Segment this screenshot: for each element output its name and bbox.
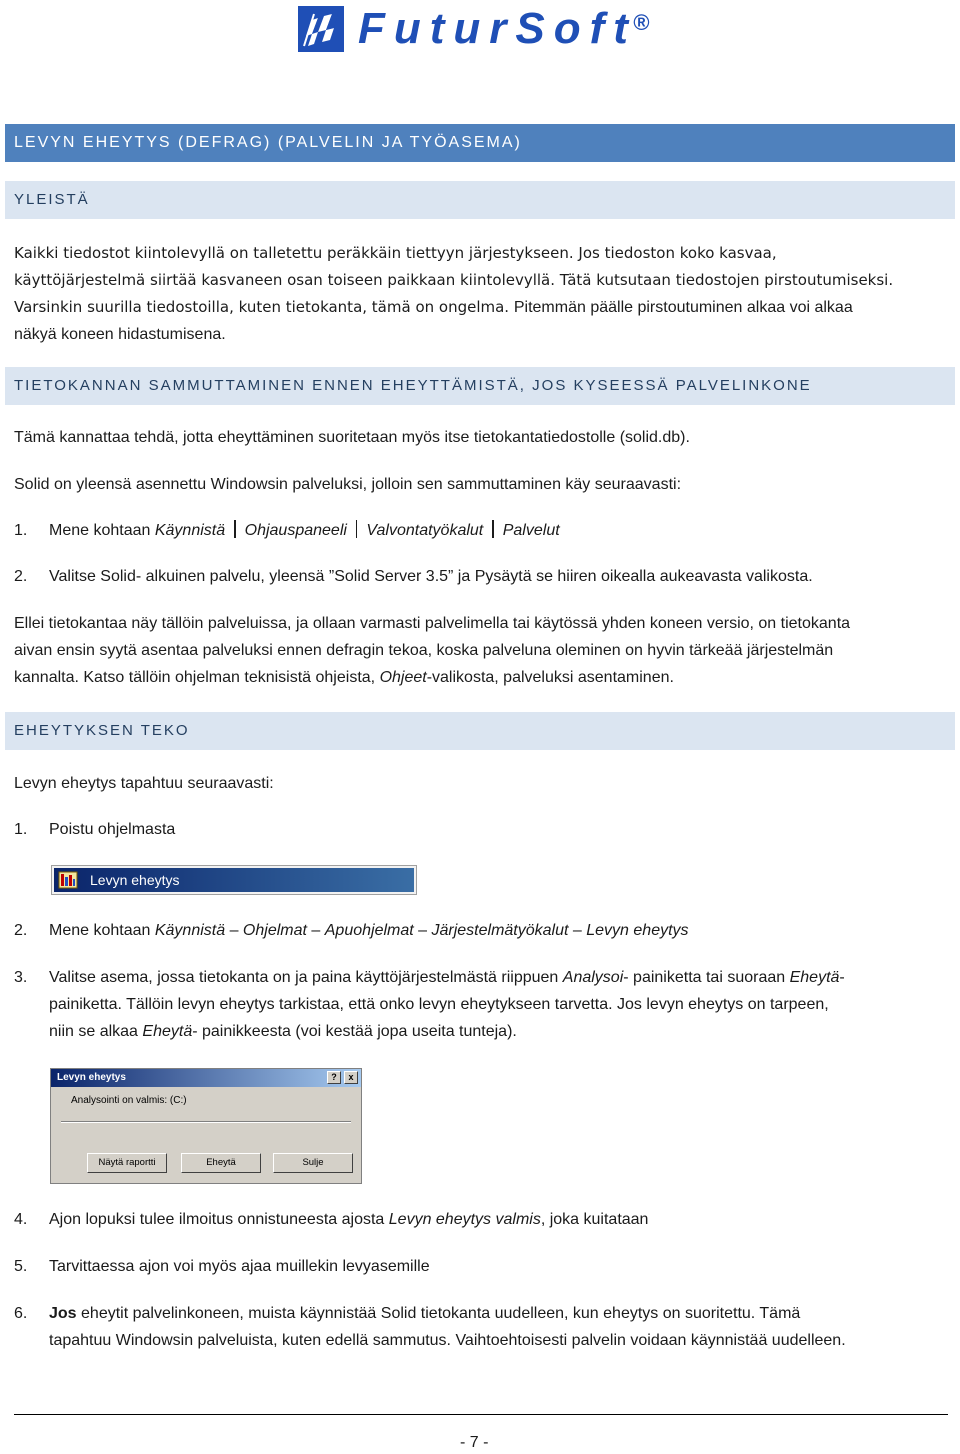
- step-text: Tarvittaessa ajon voi myös ajaa muillekin levyasemille: [49, 1258, 430, 1275]
- step-text: Valitse asema, jossa tietokanta on ja paina käyttöjärjestelmästä riippuen Analysoi- painiketta tai suoraan Eheytä- painiketta. Tällöin levyn eheytys tarkistaa, että onko levyn eheytykseen tarvetta. Jos levyn eheytys on tarpeen, niin se alkaa Eheytä- painikkeesta (voi kestää jopa useita tunteja).: [49, 969, 845, 1040]
- dialog-message: Analysointi on valmis: (C:): [71, 1095, 187, 1106]
- levyn-eheytys-menu-item[interactable]: [51, 865, 417, 895]
- step-number: 5.: [14, 1258, 28, 1275]
- logo-text: FuturSoft®: [358, 4, 650, 53]
- general-line-2: käyttöjärjestelmä siirtää kasvaneen osan toiseen paikkaan kiintolevyllä. Tätä kutsutaan tiedostojen pirstoutumiseksi.: [14, 271, 894, 289]
- step-text: Ajon lopuksi tulee ilmoitus onnistuneesta ajosta Levyn eheytys valmis, joka kuitataan: [49, 1211, 649, 1228]
- shutdown-step-1: [14, 517, 954, 544]
- section-heading-shutdown: TIETOKANNAN SAMMUTTAMINEN ENNEN EHEYTTÄMISTÄ, JOS KYSEESSÄ PALVELINKONE: [5, 367, 955, 405]
- document-title: LEVYN EHEYTYS (DEFRAG) (PALVELIN JA TYÖASEMA): [5, 124, 955, 162]
- defrag-icon: [58, 871, 78, 889]
- dialog-divider: [61, 1121, 351, 1123]
- page-number: - 7 -: [460, 1434, 489, 1451]
- step-number: 6.: [14, 1305, 28, 1322]
- show-report-button[interactable]: Näytä raportti: [87, 1153, 167, 1173]
- defrag-step-1: [14, 816, 954, 843]
- defrag-intro: Levyn eheytys tapahtuu seuraavasti:: [14, 775, 274, 792]
- defrag-step-2: [14, 917, 954, 944]
- step-text: Mene kohtaan Käynnistä Ohjauspaneeli Valvontatyökalut Palvelut: [49, 522, 560, 539]
- step-number: 2.: [14, 922, 28, 939]
- defrag-step-5: [14, 1253, 954, 1280]
- menu-item-label: Levyn eheytys: [90, 872, 180, 888]
- step-number: 2.: [14, 568, 28, 585]
- step-number: 1.: [14, 821, 28, 838]
- section-heading-general: YLEISTÄ: [5, 181, 955, 219]
- close-button[interactable]: Sulje: [273, 1153, 353, 1173]
- step-number: 1.: [14, 522, 28, 539]
- general-paragraph: [14, 240, 893, 348]
- step-text: Jos eheytit palvelinkoneen, muista käynnistää Solid tietokanta uudelleen, kun eheytys on suoritettu. Tämä tapahtuu Windowsin palveluista, kuten edellä sammutus. Vaihtoehtoisesti palvelin voidaan käynnistää uudelleen.: [49, 1305, 846, 1349]
- general-line-1: Kaikki tiedostot kiintolevyllä on talletettu peräkkäin tiettyyn järjestykseen. Jos tiedoston koko kasvaa,: [14, 244, 777, 262]
- footer-divider: [14, 1414, 948, 1415]
- dialog-titlebar: [51, 1069, 361, 1087]
- shutdown-paragraph-2: Solid on yleensä asennettu Windowsin palveluksi, jolloin sen sammuttaminen käy seuraavasti:: [14, 476, 682, 493]
- shutdown-step-2: [14, 563, 954, 590]
- defragment-button[interactable]: Eheytä: [181, 1153, 261, 1173]
- defrag-step-6: [14, 1300, 954, 1354]
- warning-paragraph: Ellei tietokantaa näy tällöin palveluissa, ja ollaan varmasti palvelimella tai käytössä yhden koneen versio, on tietokanta aivan ensin syytä asentaa palveluksi ennen defragin tekoa, koska palveluna oleminen on hyvin tärkeää järjestelmän kannalta. Katso tällöin ohjelman teknisistä ohjeista, Ohjeet-valikosta, palveluksi asentaminen.: [14, 615, 851, 686]
- checkered-flag-icon: [298, 6, 344, 52]
- step-text: Mene kohtaan Käynnistä – Ohjelmat – Apuohjelmat – Järjestelmätyökalut – Levyn eheytys: [49, 922, 689, 939]
- shutdown-paragraph-1: Tämä kannattaa tehdä, jotta eheyttäminen suoritetaan myös itse tietokantatiedostolle (solid.db).: [14, 429, 690, 446]
- help-icon[interactable]: ?: [327, 1071, 341, 1084]
- dialog-title: Levyn eheytys: [57, 1072, 126, 1083]
- step-number: 4.: [14, 1211, 28, 1228]
- general-line-4: näkyä koneen hidastumisena.: [14, 326, 226, 343]
- section-heading-defrag: EHEYTYKSEN TEKO: [5, 712, 955, 750]
- step-text: Poistu ohjelmasta: [49, 821, 176, 838]
- defrag-dialog: [50, 1068, 362, 1184]
- step-text: Valitse Solid- alkuinen palvelu, yleensä ”Solid Server 3.5” ja Pysäytä se hiiren oikealla aukeavasta valikosta.: [49, 568, 813, 585]
- defrag-step-4: [14, 1206, 954, 1233]
- step-number: 3.: [14, 969, 28, 986]
- close-icon[interactable]: x: [344, 1071, 358, 1084]
- general-line-3: Varsinkin suurilla tiedostoilla, kuten tietokanta, tämä on ongelma. Pitemmän päälle pirstoutuminen alkaa voi alkaa: [14, 298, 853, 316]
- defrag-step-3: [14, 964, 954, 1045]
- futursoft-logo: [298, 4, 649, 54]
- registered-mark: ®: [632, 10, 650, 35]
